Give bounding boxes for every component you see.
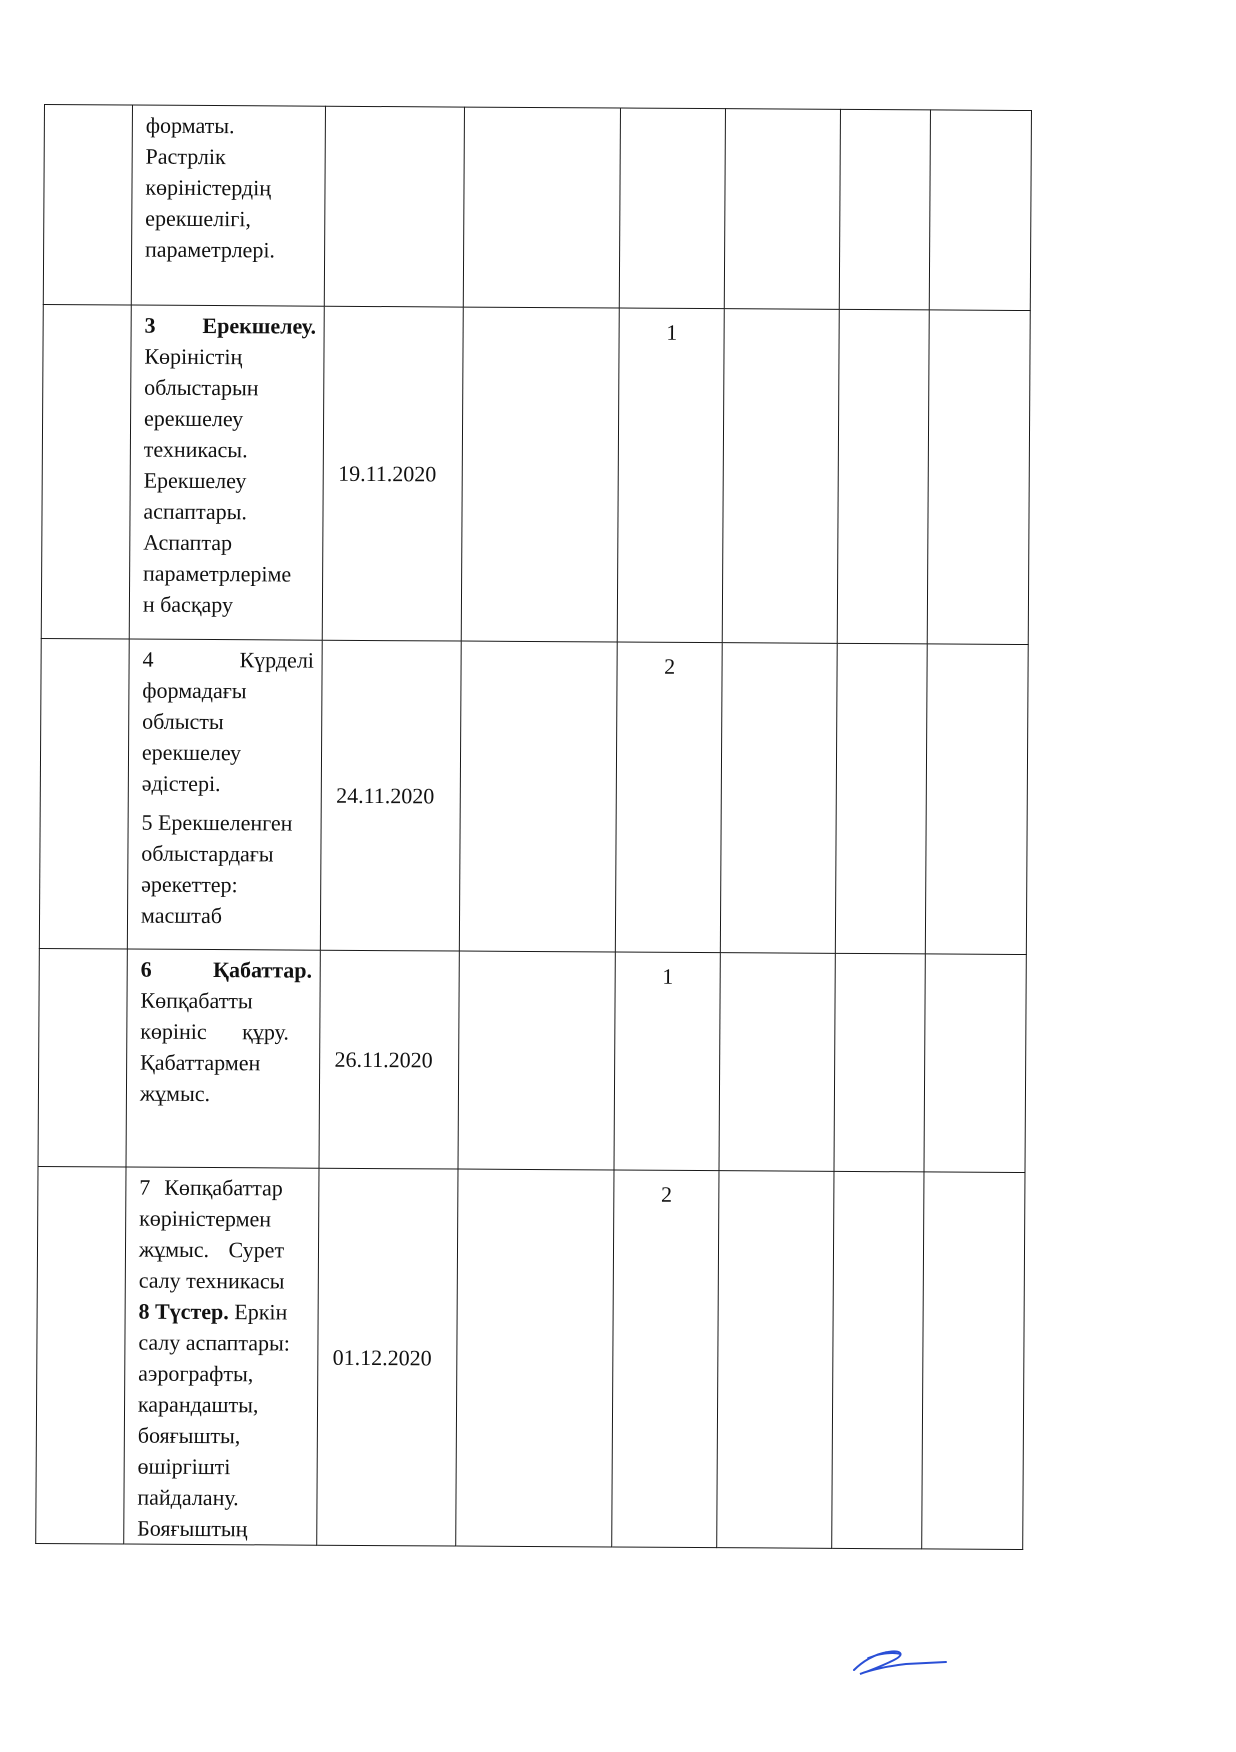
table-row bbox=[41, 304, 1030, 644]
empty-cell bbox=[922, 1172, 1025, 1550]
hours-cell bbox=[619, 108, 726, 309]
topic-line: Ерекшелеу bbox=[143, 467, 247, 494]
topic-line: әрекеттер: bbox=[141, 871, 238, 898]
hours-cell: 2 bbox=[612, 1170, 720, 1548]
topic-line: форматы. bbox=[145, 112, 235, 139]
topic-line: көріністермен bbox=[139, 1205, 272, 1232]
date-cell bbox=[325, 106, 465, 307]
topic-line: Көпқабаттар bbox=[164, 1174, 283, 1201]
topic-line: Көріністің bbox=[144, 343, 243, 370]
topic-line: Күрделі bbox=[239, 647, 315, 673]
row-number-cell bbox=[38, 948, 127, 1167]
topic-cell bbox=[124, 1167, 320, 1545]
topic-cell bbox=[129, 305, 324, 640]
empty-cell bbox=[929, 110, 1031, 311]
topic-line: карандашты, bbox=[137, 1391, 259, 1418]
topic-line: 5 Ерекшеленген bbox=[141, 809, 293, 836]
empty-cell bbox=[459, 641, 617, 952]
empty-cell bbox=[831, 1171, 923, 1549]
topic-line: көріністердің bbox=[145, 174, 272, 201]
topic-line: көрініс құру. bbox=[140, 1018, 289, 1045]
topic-line: салу аспаптары: bbox=[138, 1329, 290, 1356]
table-row bbox=[38, 948, 1026, 1172]
topic-line: пайдалану. bbox=[137, 1484, 239, 1511]
topic-cell bbox=[131, 105, 326, 306]
row-number-cell bbox=[39, 638, 129, 949]
empty-cell bbox=[723, 309, 839, 644]
topic-line: параметрлері. bbox=[144, 236, 276, 263]
empty-cell bbox=[837, 309, 929, 644]
topic-line: жұмыс. Сурет bbox=[138, 1236, 285, 1263]
topic-line: облыстардағы bbox=[141, 840, 274, 867]
empty-cell bbox=[463, 107, 620, 308]
empty-cell bbox=[717, 1171, 834, 1549]
topic-number: 3 bbox=[144, 312, 156, 338]
topic-number: 4 bbox=[142, 646, 154, 672]
empty-cell bbox=[924, 954, 1027, 1173]
topic-line: Растрлік bbox=[145, 143, 226, 170]
topic-line: жұмыс. bbox=[139, 1080, 211, 1107]
empty-cell bbox=[719, 953, 835, 1172]
empty-cell bbox=[461, 307, 619, 642]
date-cell: 19.11.2020 bbox=[323, 306, 464, 641]
topic-line: Еркін bbox=[234, 1299, 288, 1325]
topic-line: бояғышты, bbox=[137, 1422, 241, 1449]
empty-cell bbox=[721, 643, 837, 954]
hours-cell: 1 bbox=[614, 952, 721, 1171]
topic-number: 6 bbox=[140, 956, 152, 982]
topic-line: н басқару bbox=[142, 591, 234, 618]
empty-cell bbox=[925, 644, 1028, 955]
topic-line: Көпқабатты bbox=[140, 987, 253, 1014]
topic-line: параметрлеріме bbox=[142, 560, 292, 587]
signature-mark bbox=[848, 1640, 948, 1680]
empty-cell bbox=[835, 643, 927, 954]
topic-line: Бояғыштың bbox=[137, 1515, 248, 1542]
topic-line: салу техникасы bbox=[138, 1267, 285, 1294]
topic-line: облыстарын bbox=[144, 374, 259, 401]
topic-heading: Ерекшелеу. bbox=[202, 312, 317, 339]
topic-cell bbox=[126, 949, 321, 1168]
topic-line: ерекшелеу bbox=[143, 405, 244, 432]
empty-cell bbox=[927, 310, 1030, 645]
topic-number: 7 bbox=[139, 1174, 151, 1200]
topic-line: аспаптары. bbox=[143, 498, 247, 525]
table-row bbox=[43, 105, 1031, 311]
row-number-cell bbox=[36, 1166, 126, 1544]
topic-line: өшіргішті bbox=[137, 1453, 231, 1480]
topic-cell bbox=[127, 639, 322, 950]
topic-line: техникасы. bbox=[143, 436, 248, 463]
topic-line: формадағы bbox=[142, 677, 247, 704]
empty-cell bbox=[725, 109, 841, 310]
table-row bbox=[36, 1166, 1025, 1549]
topic-line: әдістері. bbox=[141, 770, 221, 797]
topic-line: облысты bbox=[142, 708, 224, 735]
topic-line: Қабаттармен bbox=[139, 1049, 261, 1076]
date-cell: 01.12.2020 bbox=[317, 1168, 458, 1546]
empty-cell bbox=[456, 1169, 614, 1547]
topic-line: ерекшелеу bbox=[141, 739, 242, 766]
date-cell: 24.11.2020 bbox=[321, 640, 461, 951]
hours-cell: 1 bbox=[617, 308, 725, 643]
row-number-cell bbox=[41, 304, 131, 639]
hours-cell: 2 bbox=[615, 642, 722, 953]
empty-cell bbox=[834, 953, 925, 1172]
topic-line: Аспаптар bbox=[143, 529, 233, 556]
topic-heading: Қабаттар. bbox=[212, 957, 313, 983]
date-cell: 26.11.2020 bbox=[319, 950, 459, 1169]
topic-heading: 8 Түстер. bbox=[138, 1298, 229, 1325]
topic-line: масштаб bbox=[140, 902, 223, 929]
empty-cell bbox=[839, 109, 930, 310]
empty-cell bbox=[458, 951, 615, 1170]
topic-line: ерекшелігі, bbox=[145, 205, 251, 232]
topic-line: аэрографты, bbox=[138, 1360, 254, 1387]
table-row bbox=[39, 638, 1028, 954]
row-number-cell bbox=[43, 105, 132, 306]
lesson-plan-table bbox=[35, 104, 1032, 1550]
